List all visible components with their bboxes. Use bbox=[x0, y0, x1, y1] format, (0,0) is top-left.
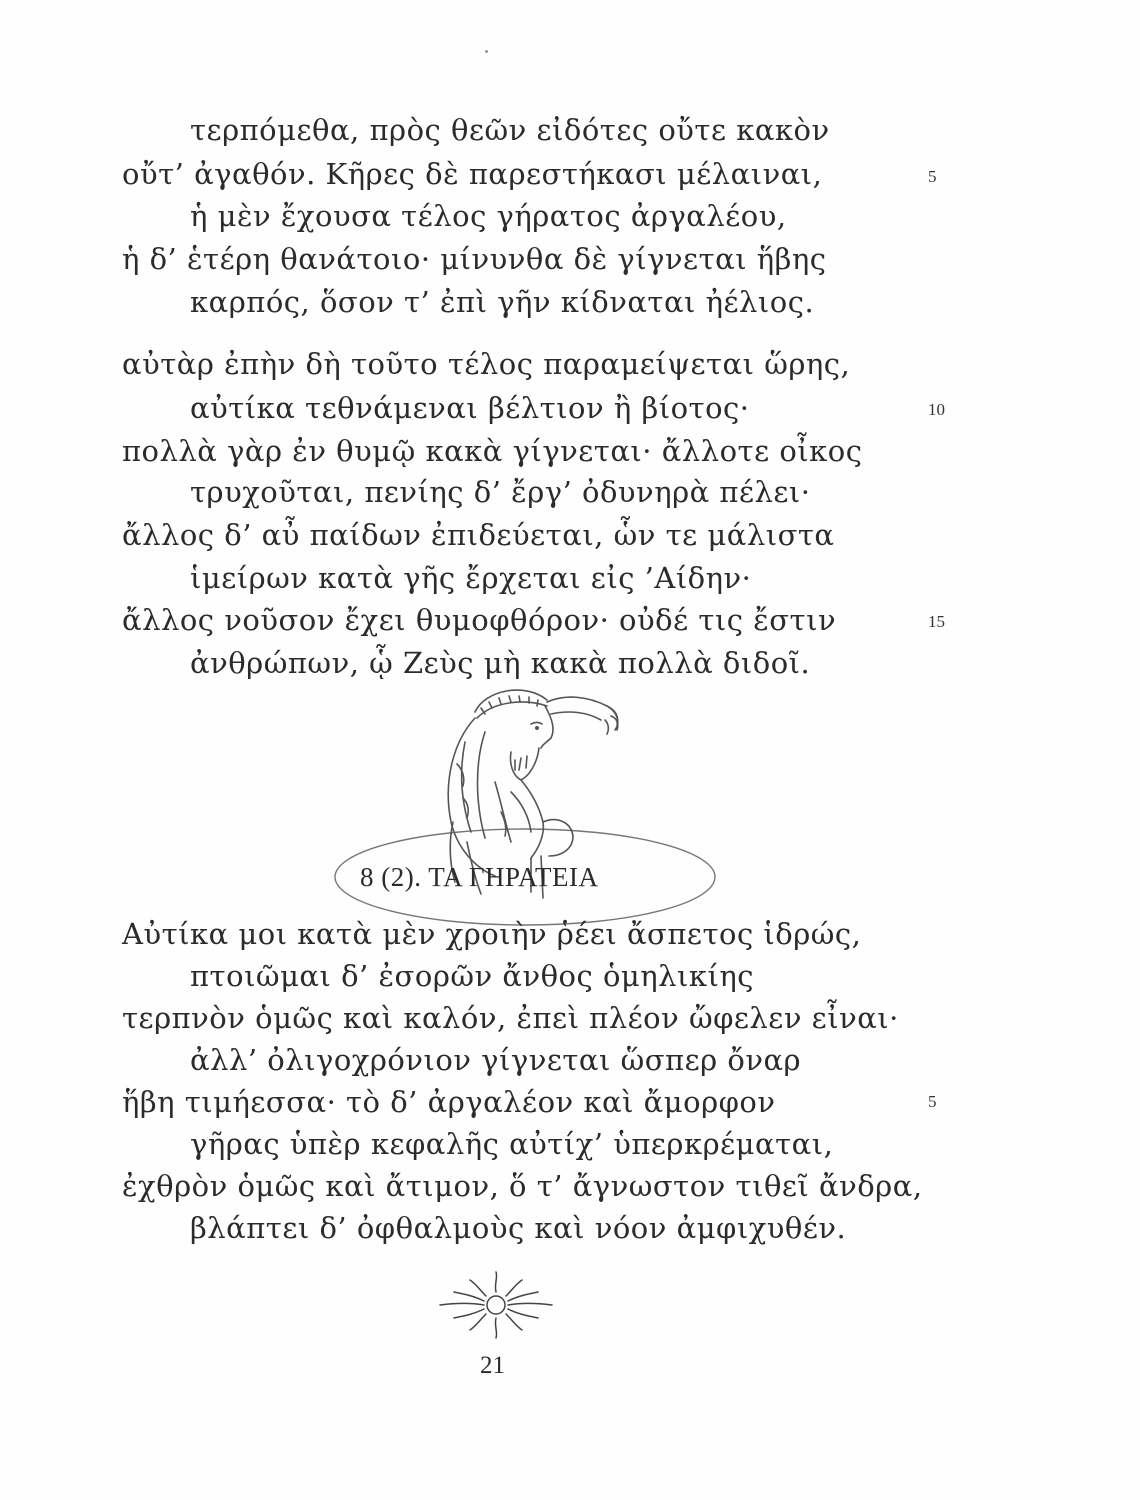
verse-line: πτοιῶμαι δ’ ἐσορῶν ἄνθος ὁμηλικίης bbox=[190, 959, 754, 993]
verse-line: τρυχοῦται, πενίης δ’ ἔργ’ ὀδυνηρὰ πέλει· bbox=[190, 475, 811, 509]
page-number: 21 bbox=[480, 1352, 505, 1379]
verse-line: καρπός, ὅσον τ’ ἐπὶ γῆν κίδναται ἠέλιος. bbox=[190, 285, 815, 319]
verse-line: ἀλλ’ ὀλιγοχρόνιον γίγνεται ὥσπερ ὄναρ bbox=[190, 1043, 802, 1077]
verse-line: Αὐτίκα μοι κατὰ μὲν χροιὴν ῥέει ἄσπετος ἱδρώς, bbox=[122, 917, 862, 951]
line-number: 5 bbox=[928, 167, 937, 186]
verse-line: ἱμείρων κατὰ γῆς ἔρχεται εἰς ’Αίδην· bbox=[190, 561, 752, 595]
sun-ornament bbox=[436, 1270, 556, 1340]
line-number: 5 bbox=[928, 1092, 937, 1111]
verse-line: ἡ μὲν ἔχουσα τέλος γήρατος ἀργαλέου, bbox=[190, 199, 787, 233]
verse-line: ἀνθρώπων, ᾧ Ζεὺς μὴ κακὰ πολλὰ διδοῖ. bbox=[190, 646, 811, 680]
verse-line: ἐχθρὸν ὁμῶς καὶ ἄτιμον, ὅ τ’ ἄγνωστον τιθεῖ ἄνδρα, bbox=[122, 1169, 923, 1203]
verse-line: πολλὰ γὰρ ἐν θυμῷ κακὰ γίγνεται· ἄλλοτε οἶκος bbox=[122, 434, 863, 468]
verse-line: ἥβη τιμήεσσα· τὸ δ’ ἀργαλέον καὶ ἄμορφον bbox=[122, 1085, 776, 1119]
verse-line: βλάπτει δ’ ὀφθαλμοὺς καὶ νόον ἀμφιχυθέν. bbox=[190, 1211, 847, 1245]
verse-line: ἄλλος δ’ αὖ παίδων ἐπιδεύεται, ὧν τε μάλιστα bbox=[122, 518, 835, 552]
mourning-figure-illustration bbox=[325, 672, 765, 942]
speck bbox=[485, 50, 488, 53]
verse-line: γῆρας ὑπὲρ κεφαλῆς αὐτίχ’ ὑπερκρέμαται, bbox=[190, 1127, 834, 1161]
verse-line: τερπνὸν ὁμῶς καὶ καλόν, ἐπεὶ πλέον ὤφελεν εἶναι· bbox=[122, 1001, 899, 1035]
poem-heading: 8 (2). ΤΑ ΓΗΡΑΤΕΙΑ bbox=[360, 862, 599, 892]
verse-line: αὐτὰρ ἐπὴν δὴ τοῦτο τέλος παραμείψεται ὥρης, bbox=[122, 347, 851, 381]
line-number: 10 bbox=[928, 400, 945, 419]
verse-line: ἄλλος νοῦσον ἔχει θυμοφθόρον· οὐδέ τις ἔστιν bbox=[122, 603, 837, 637]
verse-line: ἡ δ’ ἑτέρη θανάτοιο· μίνυνθα δὲ γίγνεται ἥβης bbox=[122, 242, 827, 276]
verse-line: οὔτ’ ἀγαθόν. Κῆρες δὲ παρεστήκασι μέλαιναι, bbox=[122, 157, 823, 191]
line-number: 15 bbox=[928, 612, 945, 631]
verse-line: αὐτίκα τεθνάμεναι βέλτιον ἢ βίοτος· bbox=[190, 391, 750, 425]
verse-line: τερπόμεθα, πρὸς θεῶν εἰδότες οὔτε κακὸν bbox=[190, 113, 830, 147]
